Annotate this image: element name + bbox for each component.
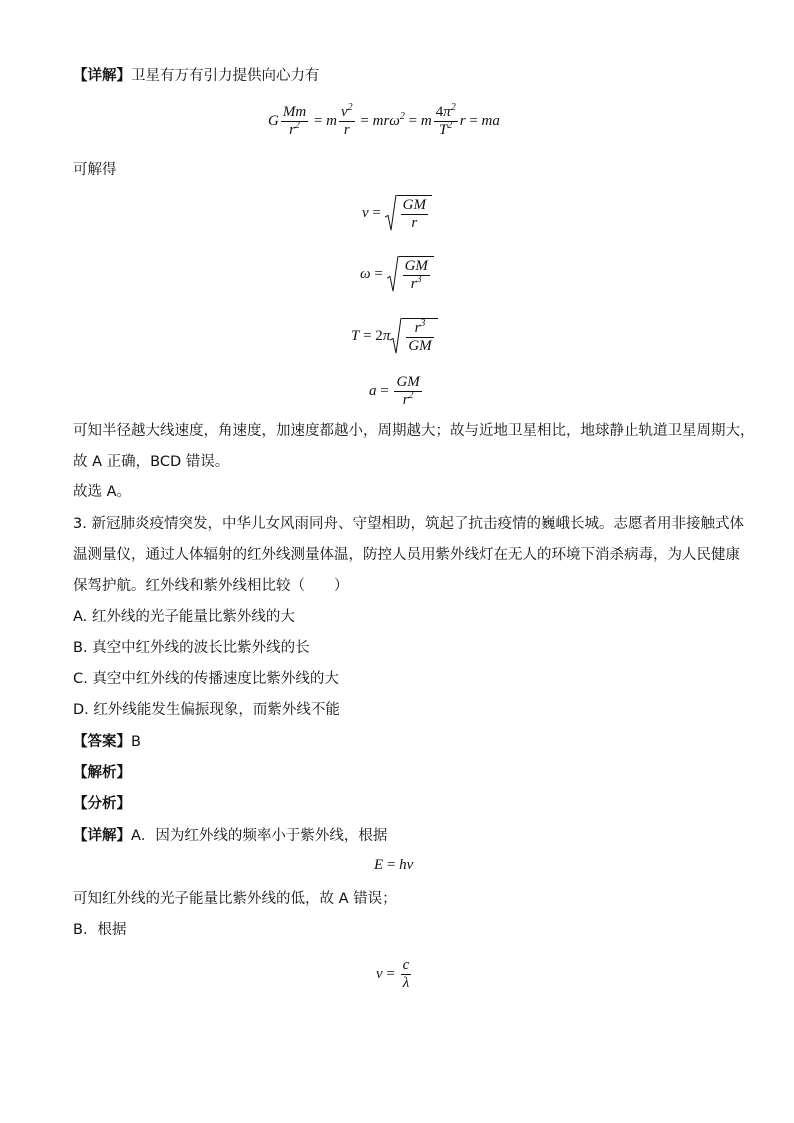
analysis-tag: 【解析】	[73, 765, 131, 781]
detail-paragraph-2	[73, 826, 387, 846]
formula-angular-velocity: ω = $\frac{GM}{r^3}$	[360, 256, 434, 293]
formula-gravitation: G $\frac{Mm}{r^2}$ = m $\frac{v^2}{r}$ = mrω$^2$ = m $\frac{4\pi^2}{T^2}$ r = ma	[268, 102, 500, 138]
answer-tag: 【答案】	[73, 734, 131, 750]
detail-tag-2: 【详解】	[73, 828, 131, 844]
detail-text: 卫星有万有引力提供向心力有	[131, 68, 320, 84]
question-3-line-2: 温测量仪，通过人体辐射的红外线测量体温，防控人员用紫外线灯在无人的环境下消杀病毒，为人民健康	[73, 547, 740, 563]
answer-value: B	[131, 734, 141, 750]
fenxi-tag: 【分析】	[73, 796, 131, 812]
detail-tag: 【详解】	[73, 68, 131, 84]
question-3-line-3: 保驾护航。红外线和紫外线相比较（ ）	[73, 578, 349, 594]
formula-velocity: v = $\frac{GM}{r}$	[362, 195, 432, 232]
part-b-intro: B．根据	[73, 922, 127, 938]
detail-paragraph-1	[73, 66, 320, 86]
formula-photon-energy: E = hν	[374, 857, 414, 873]
formula-acceleration: a = $\frac{GM}{r^2}$	[369, 374, 420, 408]
option-d: D. 红外线能发生偏振现象，而紫外线不能	[73, 702, 340, 718]
answer-line	[73, 732, 141, 752]
question-3-line-1: 3. 新冠肺炎疫情突发，中华儿女风雨同舟、守望相助，筑起了抗击疫情的巍峨长城。志愿者用非接触式体	[73, 516, 744, 532]
option-c: C. 真空中红外线的传播速度比紫外线的大	[73, 671, 339, 687]
option-b: B. 真空中红外线的波长比紫外线的长	[73, 640, 310, 656]
formula-period: T = 2π $\frac{r^3}{GM}$	[351, 318, 438, 355]
conclusion-line-2: 故 A 正确，BCD 错误。	[73, 454, 230, 470]
detail-2-result: 可知红外线的光子能量比紫外线的低，故 A 错误；	[73, 891, 397, 907]
solve-intro: 可解得	[73, 162, 117, 178]
choose-answer: 故选 A。	[73, 484, 132, 500]
detail-text-2: A．因为红外线的频率小于紫外线，根据	[131, 828, 388, 844]
option-a: A. 红外线的光子能量比紫外线的大	[73, 609, 295, 625]
formula-frequency: ν = $\frac{c}{\lambda}$	[376, 957, 410, 991]
conclusion-line-1: 可知半径越大线速度，角速度，加速度都越小，周期越大；故与近地卫星相比，地球静止轨道卫星周期大，	[73, 423, 755, 439]
